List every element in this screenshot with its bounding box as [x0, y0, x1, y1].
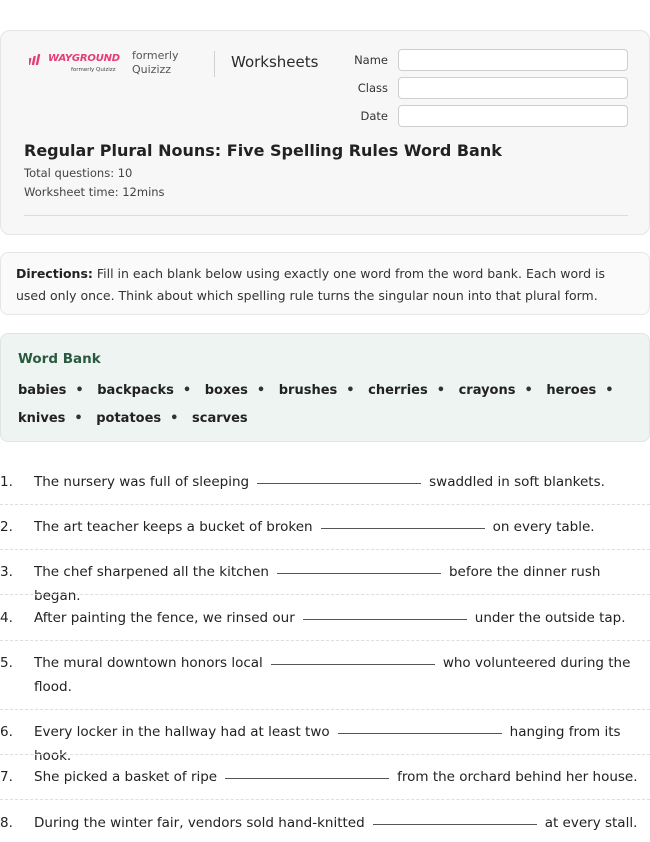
- question-text-after: under the outside tap.: [474, 610, 626, 626]
- question-text-before: The chef sharpened all the kitchen: [34, 564, 269, 580]
- word-bank-separator: •: [75, 383, 84, 398]
- question-text-before: The nursery was full of sleeping: [34, 474, 250, 490]
- word-bank-word: potatoes: [96, 410, 162, 426]
- question-text-after: swaddled in soft blankets.: [429, 474, 605, 490]
- word-bank-separator: •: [524, 383, 533, 398]
- worksheet-time: Worksheet time: 12mins: [24, 185, 165, 199]
- question-text-after: from the orchard behind her house.: [397, 769, 638, 785]
- name-field[interactable]: [398, 49, 628, 71]
- question-text-before: The art teacher keeps a bucket of broken: [34, 519, 313, 535]
- word-bank-separator: •: [74, 410, 83, 426]
- word-bank-separator: •: [346, 383, 355, 398]
- word-bank-word: boxes: [204, 383, 248, 398]
- question-number: 1.: [0, 474, 13, 490]
- class-field[interactable]: [398, 77, 628, 99]
- question-divider: [0, 799, 650, 800]
- word-bank-separator: •: [605, 383, 614, 398]
- question-number: 6.: [0, 724, 13, 740]
- answer-blank[interactable]: [271, 664, 435, 665]
- worksheet-title: Regular Plural Nouns: Five Spelling Rules Word Bank: [24, 141, 502, 160]
- question-text: [34, 606, 650, 630]
- section-label: Worksheets: [231, 53, 319, 71]
- word-bank-separator: •: [436, 383, 446, 398]
- question-text: [34, 560, 650, 608]
- logo-wordmark: WAYGROUND: [48, 53, 120, 64]
- question-number: 7.: [0, 769, 13, 785]
- question-text: [34, 470, 650, 494]
- word-bank-word: scarves: [192, 410, 248, 426]
- question-text-before: Every locker in the hallway had at least two: [34, 724, 330, 740]
- word-bank-word: cherries: [368, 383, 428, 398]
- word-bank-separator: •: [182, 383, 192, 398]
- logo-subtext: formerly Quizizz: [71, 67, 116, 73]
- word-bank-word: backpacks: [97, 383, 174, 398]
- question-text-after: at every stall.: [544, 815, 638, 831]
- wayground-logo-mark-icon: [29, 54, 49, 66]
- question-number: 5.: [0, 655, 13, 671]
- formerly-quizizz-text: formerly Quizizz: [132, 49, 179, 76]
- directions-text: Fill in each blank below using exactly one word from the word bank. Each word is used only once. Think about which spelling rule turns the singular noun into that plural form.: [16, 266, 605, 303]
- word-bank-list: [18, 377, 638, 432]
- answer-blank[interactable]: [373, 824, 537, 825]
- word-bank-word: brushes: [278, 383, 338, 398]
- header-rule: [24, 215, 628, 216]
- header-divider: [214, 51, 215, 77]
- date-label: Date: [360, 109, 388, 123]
- answer-blank[interactable]: [303, 619, 467, 620]
- question-number: 8.: [0, 815, 13, 831]
- question-divider: [0, 549, 650, 550]
- total-questions: Total questions: 10: [24, 166, 133, 180]
- question-divider: [0, 640, 650, 641]
- class-label: Class: [357, 81, 388, 95]
- question-divider: [0, 504, 650, 505]
- answer-blank[interactable]: [225, 778, 389, 779]
- word-bank-separator: •: [256, 383, 266, 398]
- answer-blank[interactable]: [257, 483, 421, 484]
- word-bank-word: knives: [18, 410, 66, 426]
- question-text: [34, 515, 650, 539]
- date-field[interactable]: [398, 105, 628, 127]
- directions-box: [0, 252, 650, 315]
- word-bank-word: crayons: [458, 383, 516, 398]
- question-text-before: After painting the fence, we rinsed our: [34, 610, 295, 626]
- question-number: 4.: [0, 610, 13, 626]
- answer-blank[interactable]: [321, 528, 485, 529]
- answer-blank[interactable]: [338, 733, 502, 734]
- question-text: [34, 651, 650, 699]
- question-divider: [0, 754, 650, 755]
- question-text-after: hanging from its hook.: [34, 724, 621, 764]
- word-bank-word: babies: [18, 383, 67, 398]
- question-divider: [0, 709, 650, 710]
- wayground-logo: [29, 53, 119, 77]
- question-text: [34, 765, 650, 789]
- name-label: Name: [354, 53, 388, 67]
- word-bank: [0, 333, 650, 442]
- question-text: [34, 811, 650, 835]
- question-text: [34, 720, 650, 768]
- question-text-before: She picked a basket of ripe: [34, 769, 218, 785]
- question-number: 3.: [0, 564, 13, 580]
- question-text-before: During the winter fair, vendors sold hand-knitted: [34, 815, 365, 831]
- word-bank-title: Word Bank: [18, 351, 101, 367]
- question-text-before: The mural downtown honors local: [34, 655, 263, 671]
- question-divider: [0, 594, 650, 595]
- question-number: 2.: [0, 519, 13, 535]
- worksheet-header: [0, 30, 650, 235]
- question-text-after: who volunteered during the flood.: [34, 655, 631, 695]
- question-text-after: before the dinner rush began.: [34, 564, 601, 604]
- word-bank-word: heroes: [546, 383, 597, 398]
- directions-label: Directions:: [16, 266, 93, 281]
- question-text-after: on every table.: [492, 519, 595, 535]
- answer-blank[interactable]: [277, 573, 441, 574]
- word-bank-separator: •: [170, 410, 179, 426]
